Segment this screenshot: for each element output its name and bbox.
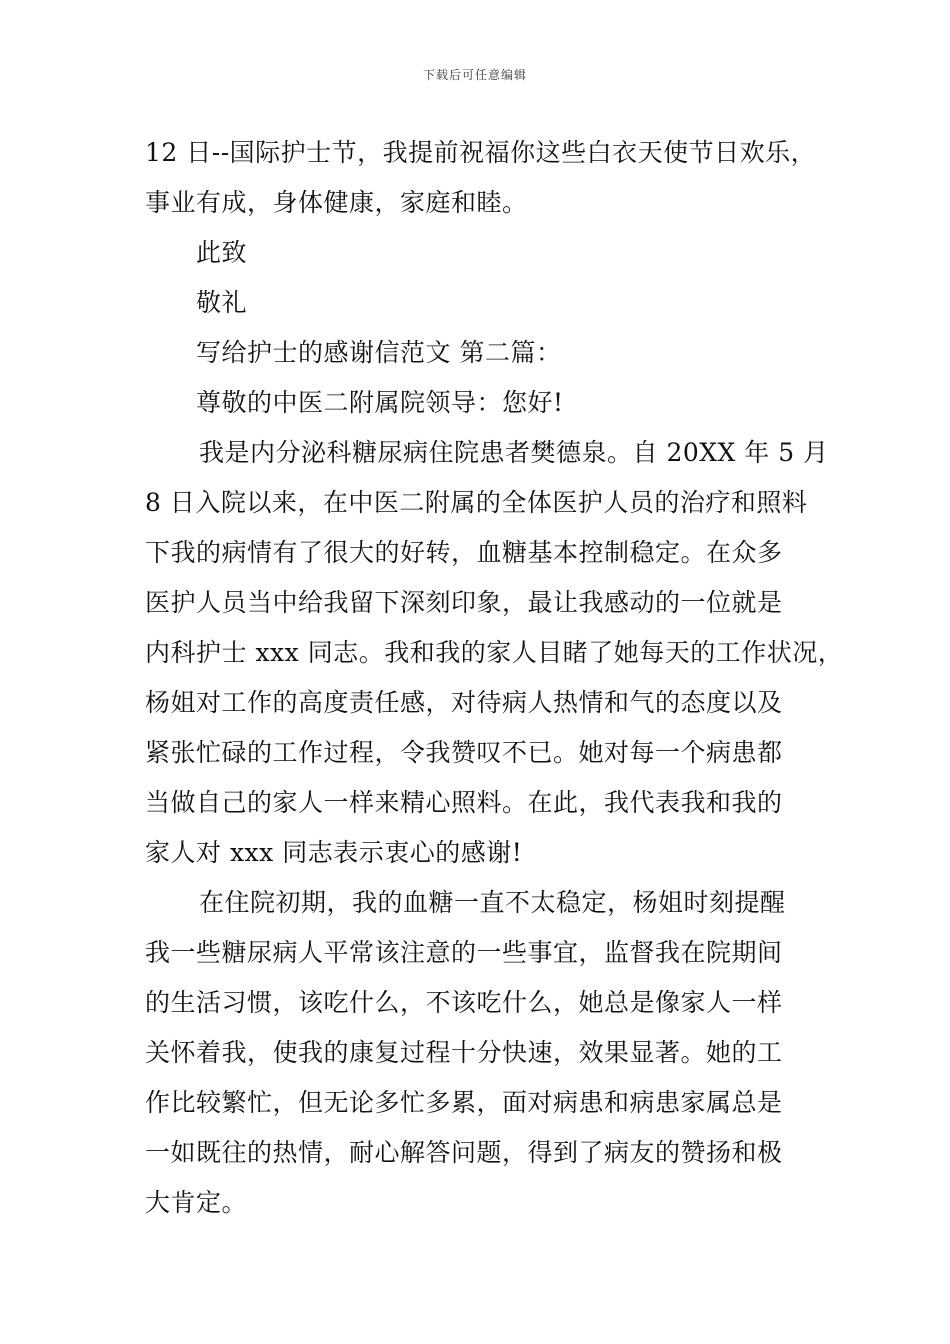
text-line: 8 日入院以来，在中医二附属的全体医护人员的治疗和照料 [145, 488, 808, 517]
text-line: 家人对 xxx 同志表示衷心的感谢! [145, 838, 523, 867]
text-line: 内科护士 xxx 同志。我和我的家人目睹了她每天的工作状况， [145, 638, 844, 667]
paragraph-start: 在住院初期，我的血糖一直不太稳定，杨姐时刻提醒 [199, 888, 786, 917]
paragraph-start: 我是内分泌科糖尿病住院患者樊德泉。自 20XX 年 5 月 [199, 438, 829, 467]
text-line: 紧张忙碌的工作过程，令我赞叹不已。她对每一个病患都 [145, 738, 783, 767]
text-line: 关怀着我，使我的康复过程十分快速，效果显著。她的工 [145, 1038, 783, 1067]
closing-regards: 敬礼 [196, 288, 248, 317]
document-body [145, 128, 844, 1228]
text-line: 当做自己的家人一样来精心照料。在此，我代表我和我的 [145, 788, 783, 817]
closing-salutation: 此致 [196, 238, 248, 267]
text-line: 的生活习惯，该吃什么，不该吃什么，她总是像家人一样 [145, 988, 783, 1017]
text-line: 杨姐对工作的高度责任感，对待病人热情和气的态度以及 [145, 688, 783, 717]
text-line: 我一些糖尿病人平常该注意的一些事宜，监督我在院期间 [145, 938, 783, 967]
greeting-line: 尊敬的中医二附属院领导：您好! [196, 388, 564, 417]
text-line: 事业有成，身体健康，家庭和睦。 [145, 188, 528, 217]
page-header: 下载后可任意编辑 [422, 68, 527, 82]
text-line: 下我的病情有了很大的好转，血糖基本控制稳定。在众多 [145, 538, 783, 567]
text-line: 大肯定。 [145, 1188, 248, 1217]
text-line: 作比较繁忙，但无论多忙多累，面对病患和病患家属总是 [145, 1088, 783, 1117]
text-line: 医护人员当中给我留下深刻印象，最让我感动的一位就是 [145, 588, 783, 617]
text-line: 一如既往的热情，耐心解答问题，得到了病友的赞扬和极 [145, 1138, 783, 1167]
text-line: 12 日--国际护士节，我提前祝福你这些白衣天使节日欢乐， [145, 138, 817, 167]
section-title: 写给护士的感谢信范文 第二篇： [196, 338, 562, 367]
